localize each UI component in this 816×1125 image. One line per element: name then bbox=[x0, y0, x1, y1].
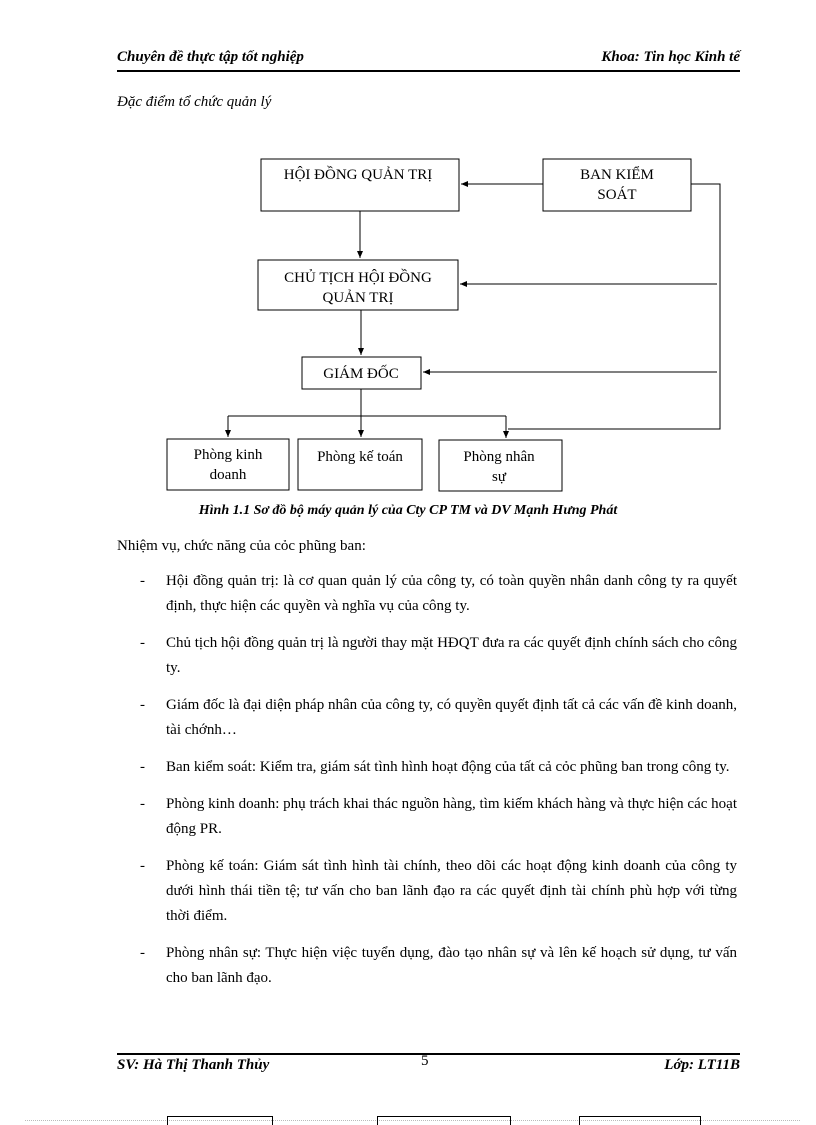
bullet-dash: - bbox=[140, 945, 145, 961]
label-pns-2: sự bbox=[492, 469, 506, 485]
next-page-box-stub bbox=[579, 1116, 701, 1125]
bullet-dash: - bbox=[140, 697, 145, 713]
bullet-dash: - bbox=[140, 759, 145, 775]
list-item: - Phòng kế toán: Giám sát tình hình tài chính, theo dõi các hoạt động kinh doanh của công ty dưới hình thái tiền tệ; tư vấn cho ban lãnh đạo ra các quyết định tài chính phù hợp với từng thời điểm. bbox=[140, 854, 737, 929]
bullet-dash: - bbox=[140, 573, 145, 589]
footer-student: SV: Hà Thị Thanh Thủy bbox=[117, 1057, 270, 1073]
label-hdqt-1: HỘI ĐỒNG QUẢN TRỊ bbox=[283, 167, 433, 183]
header-title-left: Chuyên đề thực tập tốt nghiệp bbox=[117, 49, 304, 65]
list-item: - Giám đốc là đại diện pháp nhân của công ty, có quyền quyết định tất cả các vấn đề kinh doanh, tài chớnh… bbox=[140, 693, 737, 743]
label-pkd-1: Phòng kinh bbox=[193, 447, 263, 463]
list-item: - Hội đồng quản trị: là cơ quan quản lý của công ty, có toàn quyền nhân danh công ty ra quyết định, thực hiện các quyền và nghĩa vụ của công ty. bbox=[140, 569, 737, 619]
duties-list bbox=[140, 569, 737, 1003]
label-pkt: Phòng kế toán bbox=[317, 449, 403, 465]
bullet-dash: - bbox=[140, 635, 145, 651]
list-item: - Chủ tịch hội đồng quản trị là người thay mặt HĐQT đưa ra các quyết định chính sách cho công ty. bbox=[140, 631, 737, 681]
section-title: Đặc điểm tổ chức quản lý bbox=[117, 94, 272, 110]
label-pns-1: Phòng nhân bbox=[463, 449, 535, 465]
label-gd: GIÁM ĐỐC bbox=[323, 366, 399, 382]
figure-caption: Hình 1.1 Sơ đồ bộ máy quản lý của Cty CP TM và DV Mạnh Hưng Phát bbox=[198, 503, 618, 518]
org-chart bbox=[0, 0, 816, 500]
label-pkd-2: doanh bbox=[209, 467, 247, 483]
next-page-box-stub bbox=[167, 1116, 273, 1125]
page-number: 5 bbox=[421, 1053, 429, 1069]
bullet-dash: - bbox=[140, 858, 145, 874]
list-item: - Phòng kinh doanh: phụ trách khai thác nguồn hàng, tìm kiếm khách hàng và thực hiện các hoạt động PR. bbox=[140, 792, 737, 842]
list-item: - Ban kiểm soát: Kiểm tra, giám sát tình hình hoạt động của tất cả cỏc phũng ban trong công ty. bbox=[140, 755, 737, 780]
label-ct-2: QUẢN TRỊ bbox=[322, 290, 394, 306]
label-ct-1: CHỦ TỊCH HỘI ĐỒNG bbox=[284, 270, 432, 286]
intro-text: Nhiệm vụ, chức năng của cỏc phũng ban: bbox=[117, 538, 366, 554]
label-bks-2: SOÁT bbox=[597, 187, 637, 203]
bullet-dash: - bbox=[140, 796, 145, 812]
footer-divider bbox=[117, 1053, 740, 1055]
bks-control-line bbox=[508, 184, 720, 429]
footer-class: Lớp: LT11B bbox=[664, 1057, 740, 1073]
list-item: - Phòng nhân sự: Thực hiện việc tuyển dụng, đào tạo nhân sự và lên kế hoạch sử dụng, tư vấn cho ban lãnh đạo. bbox=[140, 941, 737, 991]
label-bks-1: BAN KIỂM bbox=[580, 167, 654, 183]
header-title-right: Khoa: Tin học Kinh tế bbox=[601, 49, 740, 65]
next-page-box-stub bbox=[377, 1116, 511, 1125]
